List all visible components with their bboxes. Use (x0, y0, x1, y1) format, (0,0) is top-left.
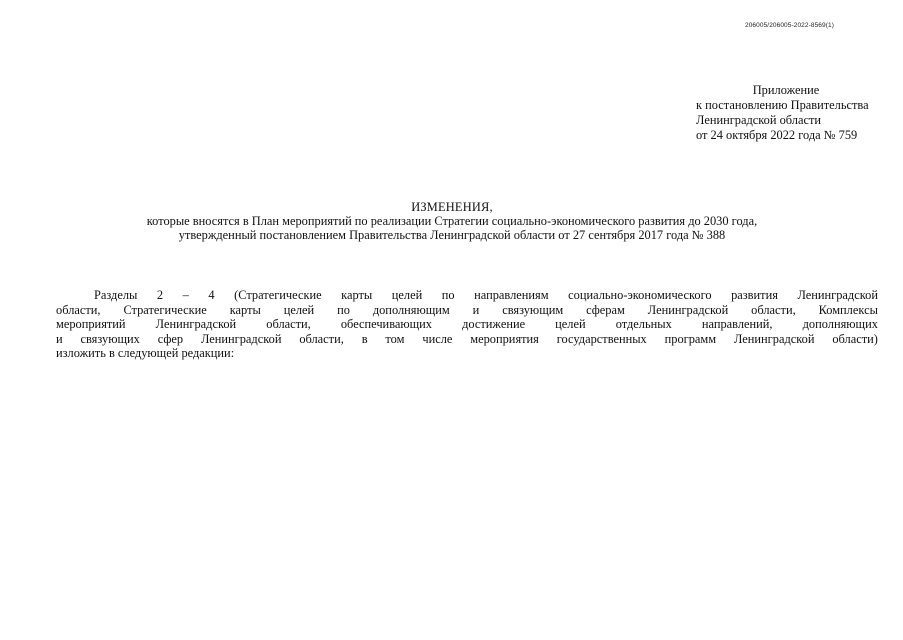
body-line (56, 303, 878, 318)
body-word: (Стратегические (234, 288, 322, 302)
body-word: области, (266, 317, 311, 332)
body-word: связующих (80, 331, 140, 346)
body-word: области, (56, 302, 101, 317)
body-word: в (361, 331, 368, 346)
body-word: числе (422, 331, 453, 346)
body-word: отдельных (615, 317, 672, 332)
body-word: и (56, 331, 63, 346)
body-word: программ (664, 331, 717, 346)
body-word: целей (283, 302, 315, 317)
body-paragraph (56, 288, 878, 361)
body-word: мероприятия (470, 331, 539, 346)
body-word: целей (555, 317, 586, 332)
appendix-title: Приложение (752, 83, 820, 97)
body-word: развития (731, 288, 778, 302)
body-word: 2 (156, 288, 164, 302)
body-word: по (441, 288, 455, 302)
body-word: Ленинградской (797, 288, 878, 302)
body-word: том (385, 331, 405, 346)
body-word: – (182, 288, 189, 302)
body-word: Ленинградской (155, 317, 237, 332)
body-line (56, 317, 878, 332)
heading-title: ИЗМЕНЕНИЯ, (411, 200, 493, 214)
body-word: мероприятий (56, 317, 126, 332)
appendix-line: к постановлению Правительства (696, 98, 869, 112)
body-word: целей (391, 288, 423, 302)
body-word: области, (751, 302, 796, 317)
body-word: дополняющих (802, 317, 878, 332)
body-line (56, 332, 878, 347)
heading-subtitle-line: которые вносятся в План мероприятий по реализации Стратегии социально-экономического развития до 2030 года, (146, 214, 758, 228)
body-word: Стратегические (123, 302, 207, 317)
body-line (56, 288, 878, 303)
body-word: Ленинградской (733, 331, 815, 346)
document-heading (60, 200, 844, 242)
body-line (56, 346, 878, 361)
body-word: государственных (556, 331, 647, 346)
body-word: направлениям (474, 288, 549, 302)
body-word: 4 (208, 288, 215, 302)
body-word: по (337, 302, 350, 317)
body-word: Ленинградской (200, 331, 282, 346)
body-word: обеспечивающих (340, 317, 432, 332)
body-word: области) (832, 331, 878, 346)
body-word: Ленинградской (647, 302, 729, 317)
body-word: достижение (462, 317, 526, 332)
body-word: Комплексы (818, 302, 878, 317)
body-word: Разделы (94, 288, 138, 302)
body-word: связующим (502, 302, 564, 317)
body-word: социально-экономического (568, 288, 712, 302)
body-word: сфер (157, 331, 184, 346)
body-word: области, (299, 331, 344, 346)
appendix-block (696, 83, 881, 143)
body-word: дополняющим (372, 302, 450, 317)
body-word: и (472, 302, 480, 317)
body-word: изложить в следующей редакции: (56, 346, 235, 361)
document-registration-number: 206005/206005-2022-8569(1) (745, 22, 834, 29)
appendix-line: Ленинградской области (696, 113, 822, 127)
appendix-date-line: от 24 октября 2022 года № 759 (696, 128, 858, 142)
body-word: карты (229, 302, 261, 317)
body-word: карты (341, 288, 373, 302)
body-word: сферам (586, 302, 625, 317)
body-word: направлений, (701, 317, 773, 332)
heading-subtitle-line: утвержденный постановлением Правительства Ленинградской области от 27 сентября 2017 года № 388 (178, 228, 726, 242)
